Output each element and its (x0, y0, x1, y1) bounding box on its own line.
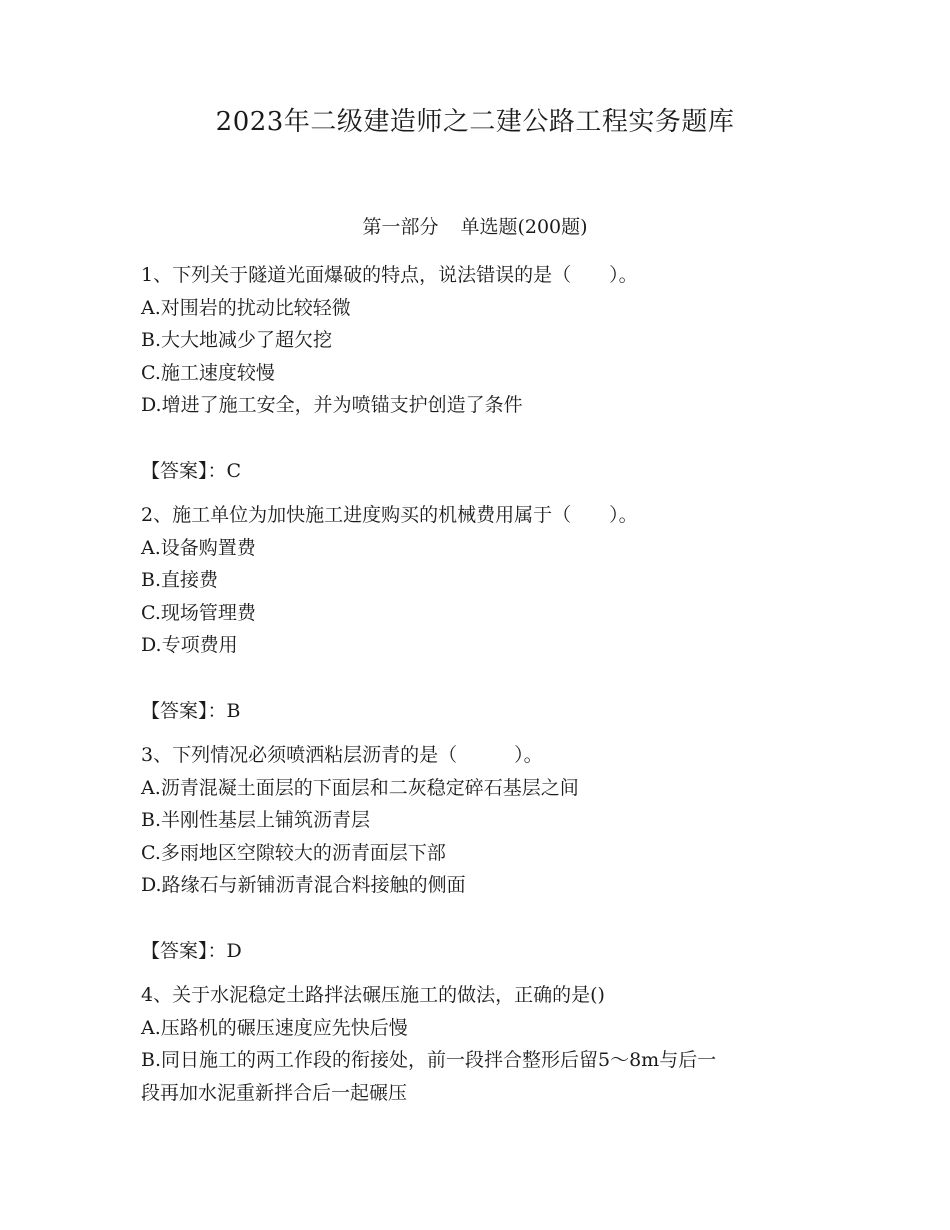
option-d: D.路缘石与新铺沥青混合料接触的侧面 (141, 874, 466, 896)
option-b-continued: 段再加水泥重新拌合后一起碾压 (141, 1081, 408, 1104)
question-stem: 4、关于水泥稳定土路拌法碾压施工的做法，正确的是() (141, 984, 605, 1006)
question-stem: 1、下列关于隧道光面爆破的特点，说法错误的是（ ）。 (141, 264, 638, 286)
option-a: A.压路机的碾压速度应先快后慢 (141, 1016, 408, 1039)
answer-line (141, 695, 801, 728)
section-heading (0, 212, 950, 242)
option-b: B.半刚性基层上铺筑沥青层 (141, 809, 371, 831)
answer-line (141, 455, 801, 488)
question-3 (141, 739, 801, 967)
answer-label: 【答案】： (141, 699, 227, 722)
option-c: C.多雨地区空隙较大的沥青面层下部 (141, 841, 446, 864)
option-d: D.增进了施工安全，并为喷锚支护创造了条件 (141, 394, 523, 416)
option-d: D.专项费用 (141, 634, 238, 656)
section-name-label: 单选题(200题) (460, 216, 588, 238)
answer-value: B (226, 699, 241, 722)
option-c: C.施工速度较慢 (141, 361, 275, 384)
question-stem: 3、下列情况必须喷洒粘层沥青的是（ ）。 (141, 744, 543, 766)
option-b: B.大大地减少了超欠挖 (141, 329, 333, 351)
answer-label: 【答案】： (141, 939, 227, 962)
option-a: A.沥青混凝土面层的下面层和二灰稳定碎石基层之间 (141, 776, 579, 799)
question-4 (141, 979, 801, 1109)
answer-value: D (226, 939, 242, 962)
section-part-label: 第一部分 (362, 216, 439, 238)
answer-value: C (226, 459, 242, 482)
question-list (141, 259, 801, 1109)
option-a: A.对围岩的扰动比较轻微 (141, 296, 351, 319)
option-b: B.同日施工的两工作段的衔接处，前一段拌合整形后留5～8m与后一 (141, 1049, 717, 1071)
answer-line (141, 935, 801, 968)
question-2 (141, 499, 801, 727)
document-title: 2023年二级建造师之二建公路工程实务题库 (215, 107, 735, 137)
answer-label: 【答案】： (141, 459, 227, 482)
option-a: A.设备购置费 (141, 536, 256, 559)
question-1 (141, 259, 801, 487)
option-b: B.直接费 (141, 569, 219, 591)
question-stem: 2、施工单位为加快施工进度购买的机械费用属于（ ）。 (141, 504, 638, 526)
option-c: C.现场管理费 (141, 601, 256, 624)
